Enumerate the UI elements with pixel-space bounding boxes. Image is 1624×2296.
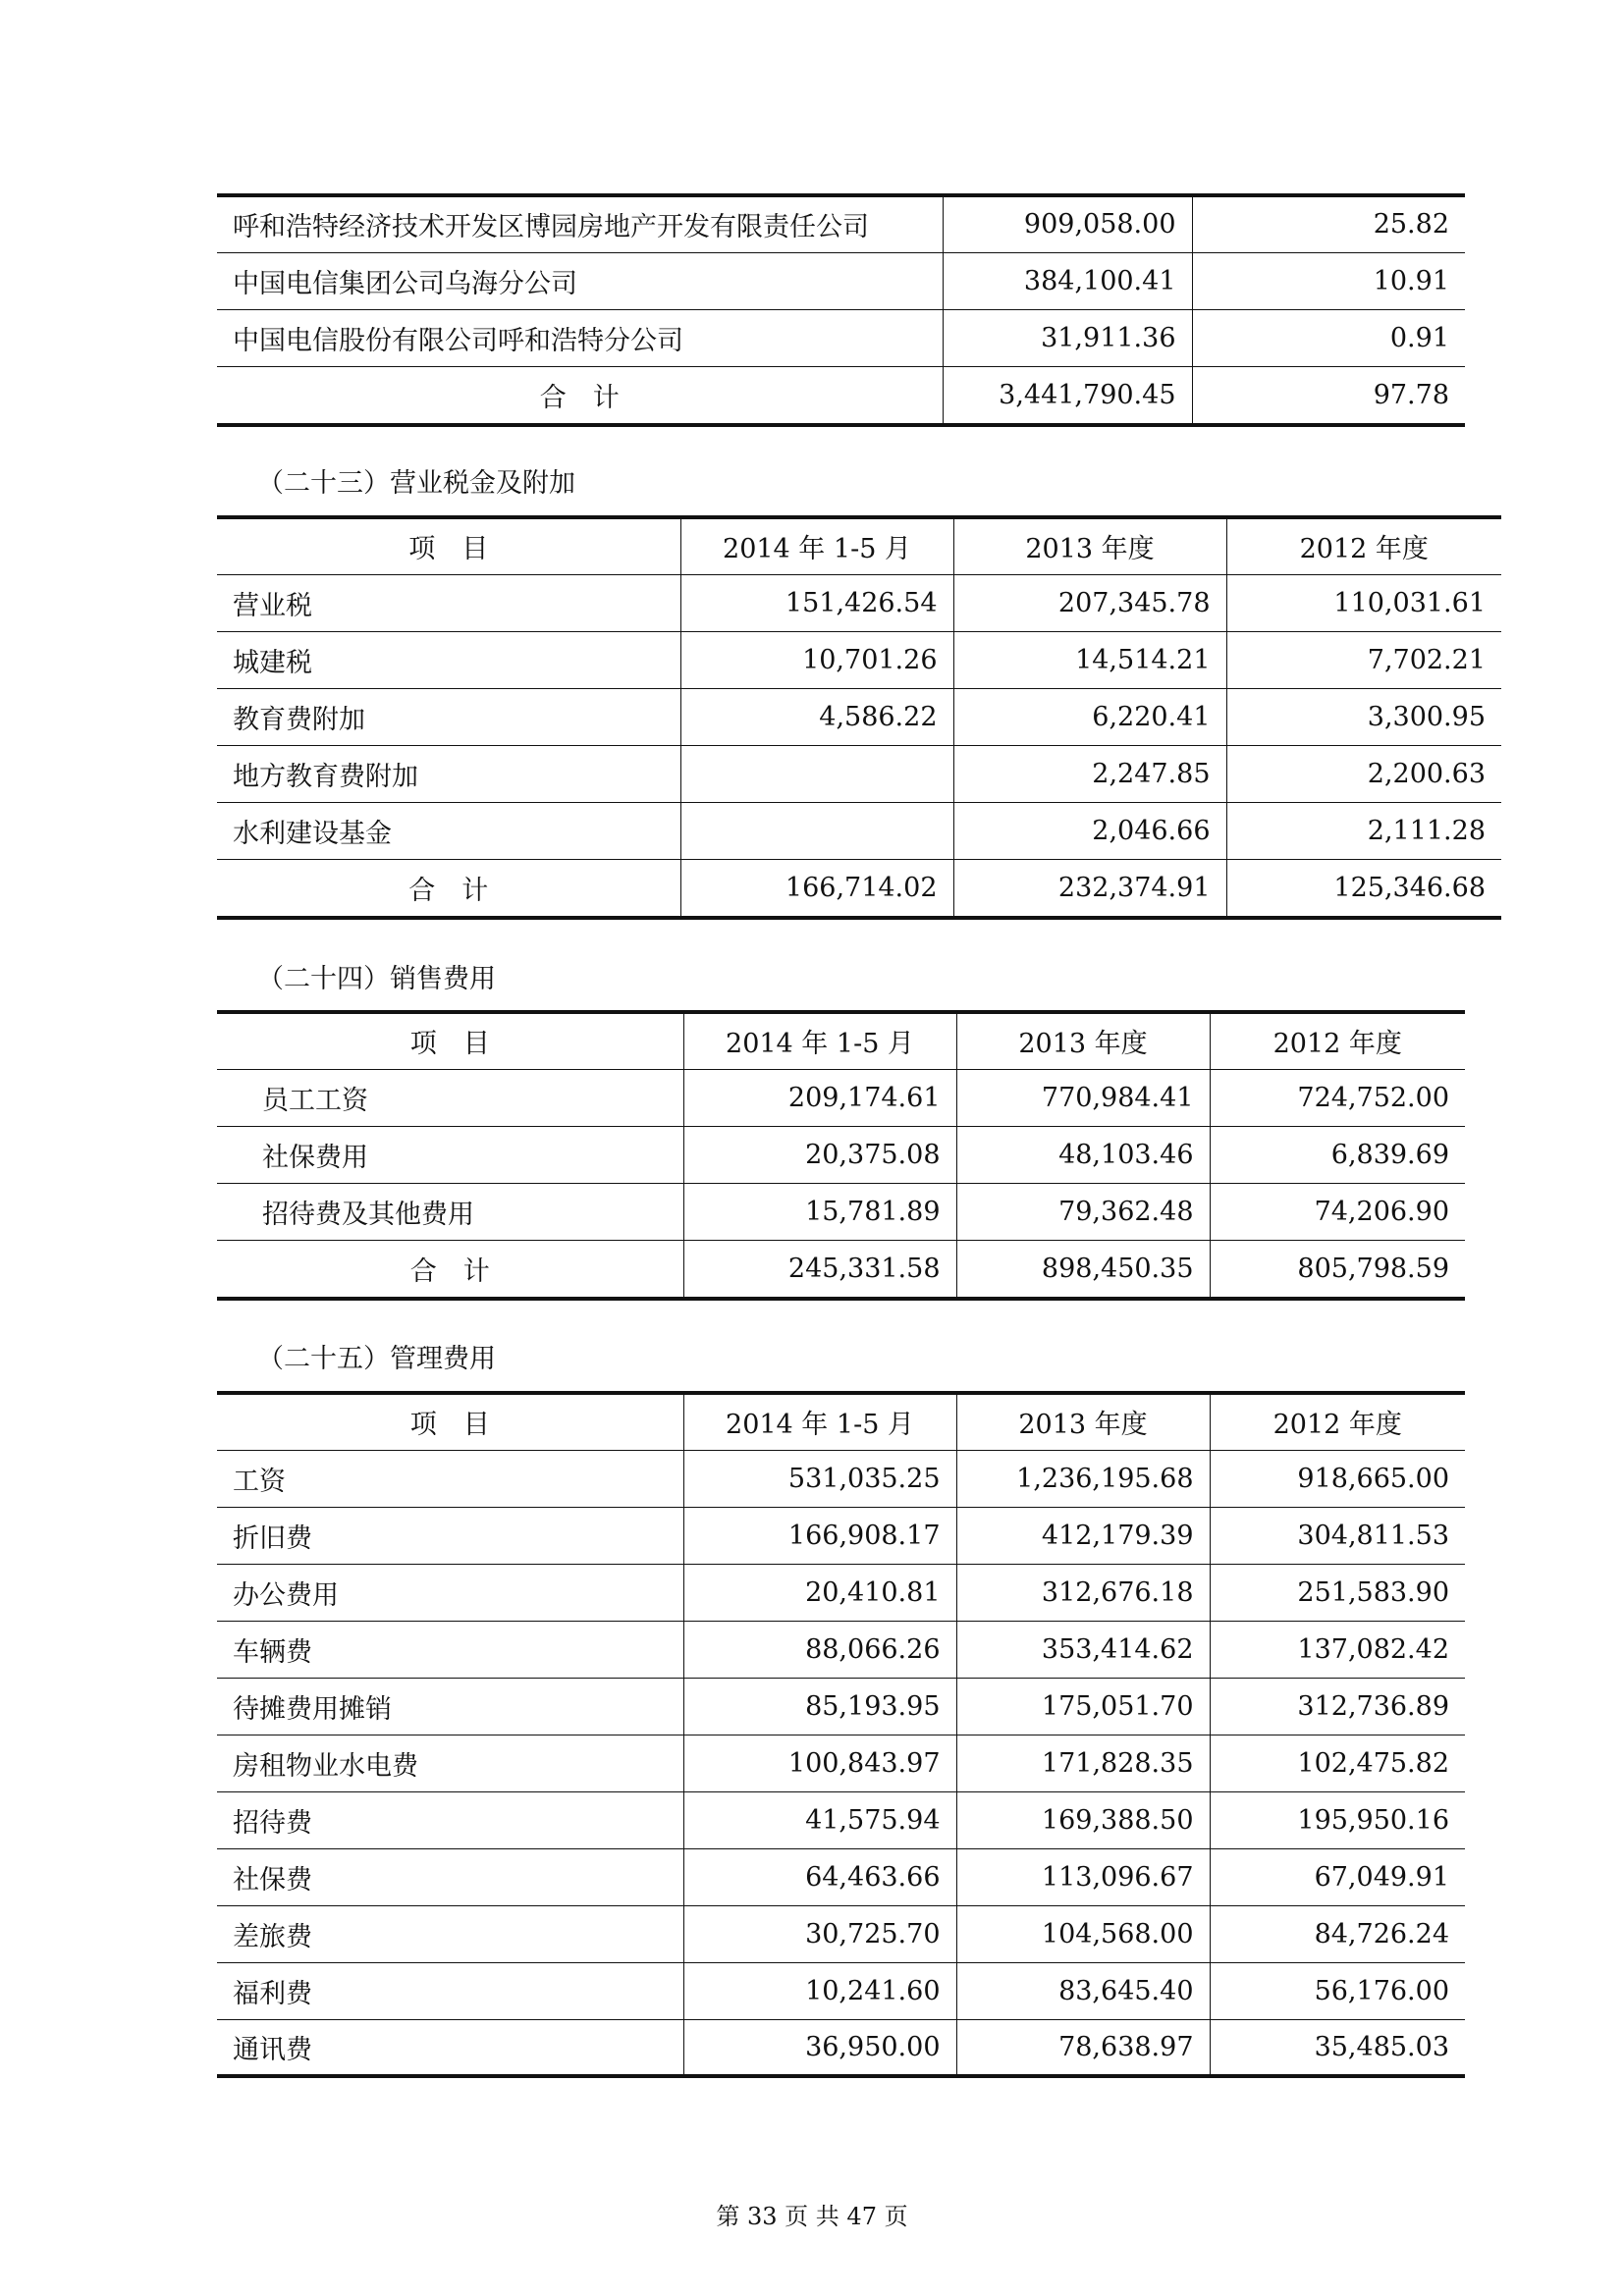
- customer-receivables-table: [217, 193, 1465, 427]
- value-2012: 251,583.90: [1210, 1564, 1465, 1621]
- company-name-cell: 中国电信股份有限公司呼和浩特分公司: [217, 309, 943, 366]
- value-2014: 531,035.25: [683, 1450, 956, 1507]
- header-2013: 2013 年度: [956, 1393, 1210, 1450]
- header-2012: 2012 年度: [1226, 517, 1501, 574]
- item-cell: 待摊费用摊销: [217, 1678, 683, 1735]
- value-2014: 30,725.70: [683, 1905, 956, 1962]
- table-row: [217, 1183, 1465, 1240]
- value-2012: 2,200.63: [1226, 745, 1501, 802]
- value-2013: 83,645.40: [956, 1962, 1210, 2019]
- percent-cell: 0.91: [1192, 309, 1465, 366]
- value-2013: 2,046.66: [953, 802, 1226, 859]
- company-name-cell: 中国电信集团公司乌海分公司: [217, 252, 943, 309]
- item-cell: 工资: [217, 1450, 683, 1507]
- total-percent: 97.78: [1192, 366, 1465, 425]
- value-2013: 169,388.50: [956, 1791, 1210, 1848]
- value-2012: 7,702.21: [1226, 631, 1501, 688]
- total-2014: 245,331.58: [683, 1240, 956, 1299]
- item-cell: 营业税: [217, 574, 680, 631]
- value-2012: 918,665.00: [1210, 1450, 1465, 1507]
- value-2012: 2,111.28: [1226, 802, 1501, 859]
- table-row: [217, 1507, 1465, 1564]
- total-label: 合 计: [217, 859, 680, 918]
- table-row: [217, 745, 1501, 802]
- value-2013: 412,179.39: [956, 1507, 1210, 1564]
- table-row: [217, 2019, 1465, 2076]
- table-row: [217, 1564, 1465, 1621]
- value-2013: 207,345.78: [953, 574, 1226, 631]
- value-2012: 195,950.16: [1210, 1791, 1465, 1848]
- item-cell: 折旧费: [217, 1507, 683, 1564]
- table-row: [217, 1791, 1465, 1848]
- section-25-title: （二十五）管理费用: [257, 1344, 496, 1374]
- value-2014: 151,426.54: [680, 574, 953, 631]
- value-2014: 209,174.61: [683, 1069, 956, 1126]
- value-2012: 312,736.89: [1210, 1678, 1465, 1735]
- value-2013: 312,676.18: [956, 1564, 1210, 1621]
- section-23-title: （二十三）营业税金及附加: [257, 468, 575, 499]
- item-cell: 招待费: [217, 1791, 683, 1848]
- section-24-title: （二十四）销售费用: [257, 964, 496, 994]
- total-label: 合 计: [217, 1240, 683, 1299]
- header-2014: 2014 年 1-5 月: [683, 1012, 956, 1069]
- total-2012: 125,346.68: [1226, 859, 1501, 918]
- value-2014: 15,781.89: [683, 1183, 956, 1240]
- table-row: [217, 309, 1465, 366]
- admin-expense-table: [217, 1391, 1465, 2078]
- item-cell: 办公费用: [217, 1564, 683, 1621]
- item-cell: 社保费用: [217, 1126, 683, 1183]
- header-2014: 2014 年 1-5 月: [683, 1393, 956, 1450]
- item-cell: 差旅费: [217, 1905, 683, 1962]
- table-row: [217, 1678, 1465, 1735]
- item-cell: 招待费及其他费用: [217, 1183, 683, 1240]
- page-number-footer: 第 33 页 共 47 页: [716, 2203, 908, 2230]
- value-2012: 84,726.24: [1210, 1905, 1465, 1962]
- item-cell: 社保费: [217, 1848, 683, 1905]
- value-2012: 74,206.90: [1210, 1183, 1465, 1240]
- total-row: [217, 859, 1501, 918]
- percent-cell: 10.91: [1192, 252, 1465, 309]
- item-cell: 城建税: [217, 631, 680, 688]
- value-2014: [680, 802, 953, 859]
- item-cell: 房租物业水电费: [217, 1735, 683, 1791]
- total-2012: 805,798.59: [1210, 1240, 1465, 1299]
- value-2013: 175,051.70: [956, 1678, 1210, 1735]
- table-row: [217, 195, 1465, 252]
- table-row: [217, 1069, 1465, 1126]
- total-amount: 3,441,790.45: [943, 366, 1192, 425]
- value-2013: 78,638.97: [956, 2019, 1210, 2076]
- amount-cell: 31,911.36: [943, 309, 1192, 366]
- value-2013: 48,103.46: [956, 1126, 1210, 1183]
- header-row: [217, 1012, 1465, 1069]
- header-row: [217, 1393, 1465, 1450]
- value-2013: 113,096.67: [956, 1848, 1210, 1905]
- value-2014: 85,193.95: [683, 1678, 956, 1735]
- value-2014: 10,701.26: [680, 631, 953, 688]
- table-row: [217, 1126, 1465, 1183]
- value-2014: 4,586.22: [680, 688, 953, 745]
- item-cell: 教育费附加: [217, 688, 680, 745]
- header-2013: 2013 年度: [956, 1012, 1210, 1069]
- value-2013: 2,247.85: [953, 745, 1226, 802]
- value-2014: 166,908.17: [683, 1507, 956, 1564]
- total-row: [217, 1240, 1465, 1299]
- item-cell: 员工工资: [217, 1069, 683, 1126]
- value-2014: 100,843.97: [683, 1735, 956, 1791]
- value-2013: 79,362.48: [956, 1183, 1210, 1240]
- item-cell: 通讯费: [217, 2019, 683, 2076]
- table-row: [217, 574, 1501, 631]
- header-2012: 2012 年度: [1210, 1393, 1465, 1450]
- value-2012: 56,176.00: [1210, 1962, 1465, 2019]
- business-tax-table: [217, 515, 1501, 920]
- header-2014: 2014 年 1-5 月: [680, 517, 953, 574]
- table-row: [217, 688, 1501, 745]
- sales-expense-table: [217, 1010, 1465, 1301]
- total-2013: 898,450.35: [956, 1240, 1210, 1299]
- value-2014: 10,241.60: [683, 1962, 956, 2019]
- total-2014: 166,714.02: [680, 859, 953, 918]
- table-row: [217, 1735, 1465, 1791]
- value-2012: 102,475.82: [1210, 1735, 1465, 1791]
- header-item: 项 目: [217, 517, 680, 574]
- value-2012: 724,752.00: [1210, 1069, 1465, 1126]
- header-item: 项 目: [217, 1012, 683, 1069]
- value-2012: 137,082.42: [1210, 1621, 1465, 1678]
- value-2013: 14,514.21: [953, 631, 1226, 688]
- table-row: [217, 1621, 1465, 1678]
- value-2012: 67,049.91: [1210, 1848, 1465, 1905]
- item-cell: 福利费: [217, 1962, 683, 2019]
- item-cell: 车辆费: [217, 1621, 683, 1678]
- table-row: [217, 1450, 1465, 1507]
- value-2014: 41,575.94: [683, 1791, 956, 1848]
- total-label: 合 计: [217, 366, 943, 425]
- value-2013: 353,414.62: [956, 1621, 1210, 1678]
- value-2014: 20,375.08: [683, 1126, 956, 1183]
- item-cell: 地方教育费附加: [217, 745, 680, 802]
- value-2014: [680, 745, 953, 802]
- value-2012: 6,839.69: [1210, 1126, 1465, 1183]
- value-2013: 770,984.41: [956, 1069, 1210, 1126]
- header-row: [217, 517, 1501, 574]
- item-cell: 水利建设基金: [217, 802, 680, 859]
- percent-cell: 25.82: [1192, 195, 1465, 252]
- table-row: [217, 1848, 1465, 1905]
- value-2013: 6,220.41: [953, 688, 1226, 745]
- company-name-cell: 呼和浩特经济技术开发区博园房地产开发有限责任公司: [217, 195, 943, 252]
- value-2013: 171,828.35: [956, 1735, 1210, 1791]
- value-2014: 88,066.26: [683, 1621, 956, 1678]
- header-2012: 2012 年度: [1210, 1012, 1465, 1069]
- value-2012: 35,485.03: [1210, 2019, 1465, 2076]
- table-row: [217, 802, 1501, 859]
- value-2014: 36,950.00: [683, 2019, 956, 2076]
- value-2013: 104,568.00: [956, 1905, 1210, 1962]
- header-2013: 2013 年度: [953, 517, 1226, 574]
- header-item: 项 目: [217, 1393, 683, 1450]
- total-row: [217, 366, 1465, 425]
- total-2013: 232,374.91: [953, 859, 1226, 918]
- table-row: [217, 631, 1501, 688]
- value-2013: 1,236,195.68: [956, 1450, 1210, 1507]
- value-2012: 3,300.95: [1226, 688, 1501, 745]
- value-2012: 304,811.53: [1210, 1507, 1465, 1564]
- value-2014: 64,463.66: [683, 1848, 956, 1905]
- table-row: [217, 1962, 1465, 2019]
- value-2014: 20,410.81: [683, 1564, 956, 1621]
- table-row: [217, 1905, 1465, 1962]
- table-row: [217, 252, 1465, 309]
- value-2012: 110,031.61: [1226, 574, 1501, 631]
- amount-cell: 384,100.41: [943, 252, 1192, 309]
- amount-cell: 909,058.00: [943, 195, 1192, 252]
